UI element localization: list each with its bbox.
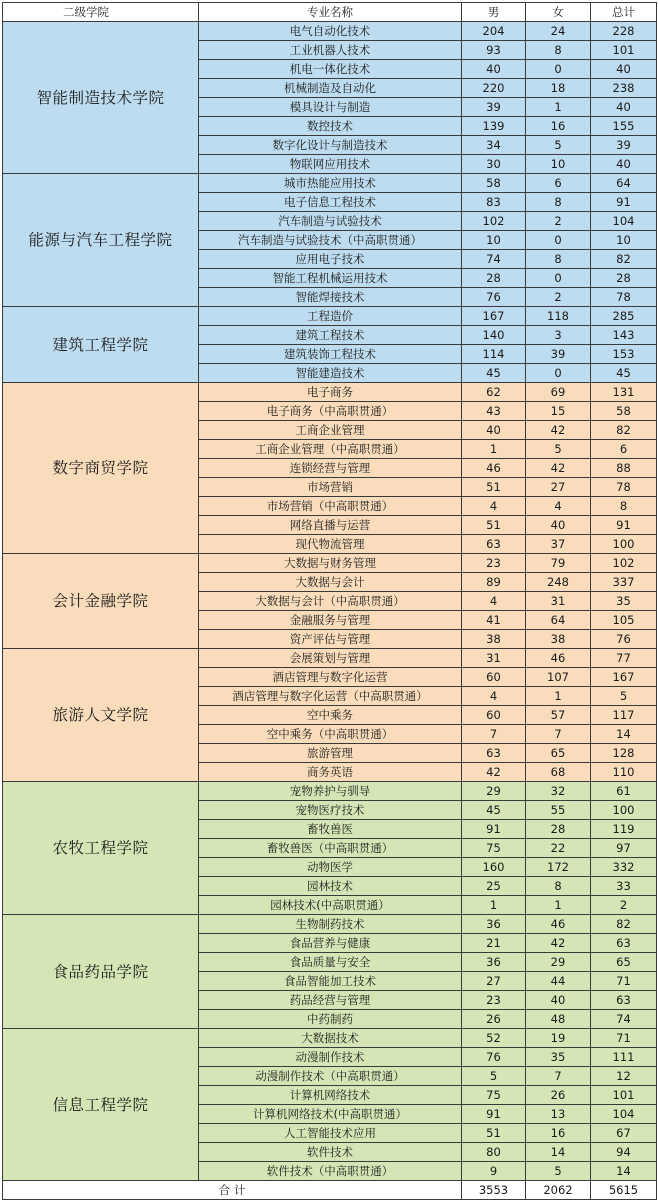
male-count: 36 bbox=[462, 953, 526, 972]
total-count: 33 bbox=[591, 877, 657, 896]
male-count: 26 bbox=[462, 1010, 526, 1029]
major-name: 动物医学 bbox=[199, 858, 462, 877]
major-name: 现代物流管理 bbox=[199, 535, 462, 554]
male-count: 40 bbox=[462, 60, 526, 79]
major-name: 计算机网络技术 bbox=[199, 1086, 462, 1105]
female-count: 29 bbox=[526, 953, 591, 972]
male-count: 74 bbox=[462, 250, 526, 269]
major-name: 工业机器人技术 bbox=[199, 41, 462, 60]
female-count: 5 bbox=[526, 136, 591, 155]
major-name: 畜牧兽医 bbox=[199, 820, 462, 839]
female-count: 48 bbox=[526, 1010, 591, 1029]
college-name: 旅游人文学院 bbox=[3, 649, 199, 782]
major-name: 工程造价 bbox=[199, 307, 462, 326]
female-count: 0 bbox=[526, 364, 591, 383]
total-count: 155 bbox=[591, 117, 657, 136]
college-name: 能源与汽车工程学院 bbox=[3, 174, 199, 307]
male-count: 28 bbox=[462, 269, 526, 288]
total-count: 77 bbox=[591, 649, 657, 668]
major-name: 宠物医疗技术 bbox=[199, 801, 462, 820]
male-count: 60 bbox=[462, 668, 526, 687]
female-count: 64 bbox=[526, 611, 591, 630]
total-count: 100 bbox=[591, 801, 657, 820]
female-count: 10 bbox=[526, 155, 591, 174]
male-count: 75 bbox=[462, 839, 526, 858]
male-count: 21 bbox=[462, 934, 526, 953]
female-count: 0 bbox=[526, 231, 591, 250]
major-name: 软件技术 bbox=[199, 1143, 462, 1162]
female-count: 37 bbox=[526, 535, 591, 554]
college-name: 数字商贸学院 bbox=[3, 383, 199, 554]
total-count: 104 bbox=[591, 1105, 657, 1124]
male-count: 25 bbox=[462, 877, 526, 896]
female-count: 46 bbox=[526, 649, 591, 668]
male-count: 91 bbox=[462, 1105, 526, 1124]
major-name: 宠物养护与驯导 bbox=[199, 782, 462, 801]
female-count: 57 bbox=[526, 706, 591, 725]
female-count: 1 bbox=[526, 896, 591, 915]
major-name: 智能工程机械运用技术 bbox=[199, 269, 462, 288]
male-count: 36 bbox=[462, 915, 526, 934]
table-row bbox=[3, 1029, 657, 1048]
major-name: 电子信息工程技术 bbox=[199, 193, 462, 212]
major-name: 旅游管理 bbox=[199, 744, 462, 763]
total-count: 101 bbox=[591, 1086, 657, 1105]
total-count: 337 bbox=[591, 573, 657, 592]
major-name: 智能建造技术 bbox=[199, 364, 462, 383]
major-name: 工商企业管理 bbox=[199, 421, 462, 440]
male-count: 10 bbox=[462, 231, 526, 250]
female-count: 0 bbox=[526, 60, 591, 79]
major-name: 资产评估与管理 bbox=[199, 630, 462, 649]
table-row bbox=[3, 554, 657, 573]
major-name: 酒店管理与数字化运营（中高职贯通） bbox=[199, 687, 462, 706]
male-count: 83 bbox=[462, 193, 526, 212]
total-count: 12 bbox=[591, 1067, 657, 1086]
female-count: 39 bbox=[526, 345, 591, 364]
major-name: 空中乘务 bbox=[199, 706, 462, 725]
total-count: 110 bbox=[591, 763, 657, 782]
male-count: 89 bbox=[462, 573, 526, 592]
male-count: 1 bbox=[462, 896, 526, 915]
female-count: 38 bbox=[526, 630, 591, 649]
header-row bbox=[3, 3, 657, 22]
female-count: 24 bbox=[526, 22, 591, 41]
total-count: 63 bbox=[591, 934, 657, 953]
female-count: 8 bbox=[526, 193, 591, 212]
female-count: 44 bbox=[526, 972, 591, 991]
major-name: 大数据与会计（中高职贯通） bbox=[199, 592, 462, 611]
male-count: 4 bbox=[462, 592, 526, 611]
male-count: 30 bbox=[462, 155, 526, 174]
total-count: 65 bbox=[591, 953, 657, 972]
total-count: 82 bbox=[591, 421, 657, 440]
female-count: 6 bbox=[526, 174, 591, 193]
female-count: 55 bbox=[526, 801, 591, 820]
male-count: 62 bbox=[462, 383, 526, 402]
total-count: 74 bbox=[591, 1010, 657, 1029]
female-count: 5 bbox=[526, 440, 591, 459]
male-count: 29 bbox=[462, 782, 526, 801]
major-name: 畜牧兽医（中高职贯通） bbox=[199, 839, 462, 858]
male-count: 51 bbox=[462, 1124, 526, 1143]
male-count: 58 bbox=[462, 174, 526, 193]
table-row bbox=[3, 174, 657, 193]
female-count: 118 bbox=[526, 307, 591, 326]
female-count: 14 bbox=[526, 1143, 591, 1162]
total-count: 14 bbox=[591, 725, 657, 744]
female-count: 3 bbox=[526, 326, 591, 345]
major-name: 人工智能技术应用 bbox=[199, 1124, 462, 1143]
total-count: 5 bbox=[591, 687, 657, 706]
total-count: 82 bbox=[591, 250, 657, 269]
male-count: 51 bbox=[462, 516, 526, 535]
male-count: 140 bbox=[462, 326, 526, 345]
male-count: 52 bbox=[462, 1029, 526, 1048]
college-name: 农牧工程学院 bbox=[3, 782, 199, 915]
major-name: 机电一体化技术 bbox=[199, 60, 462, 79]
major-name: 大数据与财务管理 bbox=[199, 554, 462, 573]
female-count: 16 bbox=[526, 1124, 591, 1143]
total-count: 332 bbox=[591, 858, 657, 877]
female-count: 32 bbox=[526, 782, 591, 801]
male-count: 220 bbox=[462, 79, 526, 98]
total-count: 28 bbox=[591, 269, 657, 288]
major-name: 工商企业管理（中高职贯通） bbox=[199, 440, 462, 459]
male-count: 42 bbox=[462, 763, 526, 782]
header-total: 总计 bbox=[591, 3, 657, 22]
male-count: 4 bbox=[462, 497, 526, 516]
major-name: 智能焊接技术 bbox=[199, 288, 462, 307]
total-count: 97 bbox=[591, 839, 657, 858]
total-count: 167 bbox=[591, 668, 657, 687]
major-name: 汽车制造与试验技术 bbox=[199, 212, 462, 231]
total-count: 63 bbox=[591, 991, 657, 1010]
college-name: 智能制造技术学院 bbox=[3, 22, 199, 174]
major-name: 食品质量与安全 bbox=[199, 953, 462, 972]
major-name: 生物制药技术 bbox=[199, 915, 462, 934]
female-count: 42 bbox=[526, 934, 591, 953]
female-count: 19 bbox=[526, 1029, 591, 1048]
major-name: 市场营销（中高职贯通） bbox=[199, 497, 462, 516]
male-count: 7 bbox=[462, 725, 526, 744]
major-name: 应用电子技术 bbox=[199, 250, 462, 269]
female-count: 46 bbox=[526, 915, 591, 934]
female-count: 31 bbox=[526, 592, 591, 611]
major-name: 连锁经营与管理 bbox=[199, 459, 462, 478]
total-count: 82 bbox=[591, 915, 657, 934]
total-count: 67 bbox=[591, 1124, 657, 1143]
table-row bbox=[3, 383, 657, 402]
major-name: 空中乘务（中高职贯通） bbox=[199, 725, 462, 744]
major-name: 电子商务 bbox=[199, 383, 462, 402]
total-count: 8 bbox=[591, 497, 657, 516]
male-count: 31 bbox=[462, 649, 526, 668]
female-count: 68 bbox=[526, 763, 591, 782]
total-count: 10 bbox=[591, 231, 657, 250]
male-count: 39 bbox=[462, 98, 526, 117]
total-count: 94 bbox=[591, 1143, 657, 1162]
major-name: 会展策划与管理 bbox=[199, 649, 462, 668]
female-count: 40 bbox=[526, 991, 591, 1010]
male-count: 9 bbox=[462, 1162, 526, 1181]
total-row bbox=[3, 1181, 657, 1200]
major-name: 机械制造及自动化 bbox=[199, 79, 462, 98]
female-count: 8 bbox=[526, 41, 591, 60]
total-count: 102 bbox=[591, 554, 657, 573]
male-count: 4 bbox=[462, 687, 526, 706]
total-count: 14 bbox=[591, 1162, 657, 1181]
male-count: 93 bbox=[462, 41, 526, 60]
female-count: 42 bbox=[526, 459, 591, 478]
male-count: 5 bbox=[462, 1067, 526, 1086]
total-count: 6 bbox=[591, 440, 657, 459]
major-name: 金融服务与管理 bbox=[199, 611, 462, 630]
total-count: 119 bbox=[591, 820, 657, 839]
male-count: 38 bbox=[462, 630, 526, 649]
major-name: 城市热能应用技术 bbox=[199, 174, 462, 193]
table-row bbox=[3, 649, 657, 668]
major-name: 电气自动化技术 bbox=[199, 22, 462, 41]
male-count: 45 bbox=[462, 364, 526, 383]
total-count: 153 bbox=[591, 345, 657, 364]
major-name: 中药制药 bbox=[199, 1010, 462, 1029]
major-name: 园林技术(中高职贯通） bbox=[199, 896, 462, 915]
male-count: 46 bbox=[462, 459, 526, 478]
male-count: 45 bbox=[462, 801, 526, 820]
header-major: 专业名称 bbox=[199, 3, 462, 22]
total-count: 35 bbox=[591, 592, 657, 611]
major-name: 大数据技术 bbox=[199, 1029, 462, 1048]
major-name: 动漫制作技术 bbox=[199, 1048, 462, 1067]
total-count: 285 bbox=[591, 307, 657, 326]
total-count: 64 bbox=[591, 174, 657, 193]
male-count: 160 bbox=[462, 858, 526, 877]
major-name: 市场营销 bbox=[199, 478, 462, 497]
male-count: 204 bbox=[462, 22, 526, 41]
major-name: 物联网应用技术 bbox=[199, 155, 462, 174]
female-count: 107 bbox=[526, 668, 591, 687]
header-male: 男 bbox=[462, 3, 526, 22]
total-count: 104 bbox=[591, 212, 657, 231]
college-name: 建筑工程学院 bbox=[3, 307, 199, 383]
total-count: 228 bbox=[591, 22, 657, 41]
male-count: 60 bbox=[462, 706, 526, 725]
male-count: 43 bbox=[462, 402, 526, 421]
female-count: 15 bbox=[526, 402, 591, 421]
major-name: 药品经营与管理 bbox=[199, 991, 462, 1010]
female-count: 8 bbox=[526, 250, 591, 269]
total-count: 39 bbox=[591, 136, 657, 155]
table-body bbox=[3, 22, 657, 1181]
total-female: 2062 bbox=[526, 1181, 591, 1200]
male-count: 27 bbox=[462, 972, 526, 991]
female-count: 1 bbox=[526, 98, 591, 117]
total-count: 2 bbox=[591, 896, 657, 915]
total-count: 40 bbox=[591, 155, 657, 174]
major-name: 网络直播与运营 bbox=[199, 516, 462, 535]
total-count: 88 bbox=[591, 459, 657, 478]
female-count: 28 bbox=[526, 820, 591, 839]
male-count: 91 bbox=[462, 820, 526, 839]
female-count: 16 bbox=[526, 117, 591, 136]
total-count: 78 bbox=[591, 288, 657, 307]
major-name: 汽车制造与试验技术（中高职贯通） bbox=[199, 231, 462, 250]
enrollment-table bbox=[2, 2, 657, 1200]
total-count: 105 bbox=[591, 611, 657, 630]
female-count: 4 bbox=[526, 497, 591, 516]
table-row bbox=[3, 22, 657, 41]
female-count: 7 bbox=[526, 1067, 591, 1086]
male-count: 167 bbox=[462, 307, 526, 326]
female-count: 7 bbox=[526, 725, 591, 744]
female-count: 13 bbox=[526, 1105, 591, 1124]
female-count: 172 bbox=[526, 858, 591, 877]
total-count: 45 bbox=[591, 364, 657, 383]
major-name: 食品营养与健康 bbox=[199, 934, 462, 953]
total-count: 100 bbox=[591, 535, 657, 554]
total-count: 91 bbox=[591, 516, 657, 535]
major-name: 园林技术 bbox=[199, 877, 462, 896]
male-count: 34 bbox=[462, 136, 526, 155]
college-name: 信息工程学院 bbox=[3, 1029, 199, 1181]
female-count: 248 bbox=[526, 573, 591, 592]
total-count: 131 bbox=[591, 383, 657, 402]
female-count: 0 bbox=[526, 269, 591, 288]
header-college: 二级学院 bbox=[3, 3, 199, 22]
table-row bbox=[3, 307, 657, 326]
female-count: 22 bbox=[526, 839, 591, 858]
female-count: 26 bbox=[526, 1086, 591, 1105]
female-count: 2 bbox=[526, 212, 591, 231]
major-name: 大数据与会计 bbox=[199, 573, 462, 592]
female-count: 69 bbox=[526, 383, 591, 402]
major-name: 数控技术 bbox=[199, 117, 462, 136]
male-count: 63 bbox=[462, 744, 526, 763]
female-count: 42 bbox=[526, 421, 591, 440]
female-count: 5 bbox=[526, 1162, 591, 1181]
total-count: 117 bbox=[591, 706, 657, 725]
major-name: 软件技术（中高职贯通） bbox=[199, 1162, 462, 1181]
table-row bbox=[3, 915, 657, 934]
male-count: 75 bbox=[462, 1086, 526, 1105]
total-count: 143 bbox=[591, 326, 657, 345]
male-count: 102 bbox=[462, 212, 526, 231]
male-count: 51 bbox=[462, 478, 526, 497]
major-name: 酒店管理与数字化运营 bbox=[199, 668, 462, 687]
female-count: 65 bbox=[526, 744, 591, 763]
major-name: 建筑工程技术 bbox=[199, 326, 462, 345]
major-name: 模具设计与制造 bbox=[199, 98, 462, 117]
total-count: 71 bbox=[591, 972, 657, 991]
male-count: 139 bbox=[462, 117, 526, 136]
major-name: 动漫制作技术（中高职贯通） bbox=[199, 1067, 462, 1086]
major-name: 数字化设计与制造技术 bbox=[199, 136, 462, 155]
total-label: 合 计 bbox=[3, 1181, 462, 1200]
total-count: 76 bbox=[591, 630, 657, 649]
major-name: 商务英语 bbox=[199, 763, 462, 782]
male-count: 76 bbox=[462, 288, 526, 307]
total-count: 128 bbox=[591, 744, 657, 763]
male-count: 41 bbox=[462, 611, 526, 630]
header-female: 女 bbox=[526, 3, 591, 22]
female-count: 8 bbox=[526, 877, 591, 896]
female-count: 79 bbox=[526, 554, 591, 573]
female-count: 35 bbox=[526, 1048, 591, 1067]
total-count: 58 bbox=[591, 402, 657, 421]
male-count: 23 bbox=[462, 991, 526, 1010]
male-count: 1 bbox=[462, 440, 526, 459]
total-sum: 5615 bbox=[591, 1181, 657, 1200]
total-count: 71 bbox=[591, 1029, 657, 1048]
total-count: 91 bbox=[591, 193, 657, 212]
male-count: 80 bbox=[462, 1143, 526, 1162]
female-count: 2 bbox=[526, 288, 591, 307]
female-count: 27 bbox=[526, 478, 591, 497]
male-count: 76 bbox=[462, 1048, 526, 1067]
major-name: 建筑装饰工程技术 bbox=[199, 345, 462, 364]
male-count: 23 bbox=[462, 554, 526, 573]
male-count: 63 bbox=[462, 535, 526, 554]
male-count: 114 bbox=[462, 345, 526, 364]
college-name: 会计金融学院 bbox=[3, 554, 199, 649]
major-name: 食品智能加工技术 bbox=[199, 972, 462, 991]
female-count: 40 bbox=[526, 516, 591, 535]
total-count: 111 bbox=[591, 1048, 657, 1067]
major-name: 计算机网络技术(中高职贯通） bbox=[199, 1105, 462, 1124]
female-count: 1 bbox=[526, 687, 591, 706]
total-count: 40 bbox=[591, 98, 657, 117]
male-count: 40 bbox=[462, 421, 526, 440]
female-count: 18 bbox=[526, 79, 591, 98]
total-count: 61 bbox=[591, 782, 657, 801]
total-count: 101 bbox=[591, 41, 657, 60]
total-count: 40 bbox=[591, 60, 657, 79]
college-name: 食品药品学院 bbox=[3, 915, 199, 1029]
major-name: 电子商务（中高职贯通） bbox=[199, 402, 462, 421]
table-row bbox=[3, 782, 657, 801]
total-count: 78 bbox=[591, 478, 657, 497]
total-count: 238 bbox=[591, 79, 657, 98]
total-male: 3553 bbox=[462, 1181, 526, 1200]
